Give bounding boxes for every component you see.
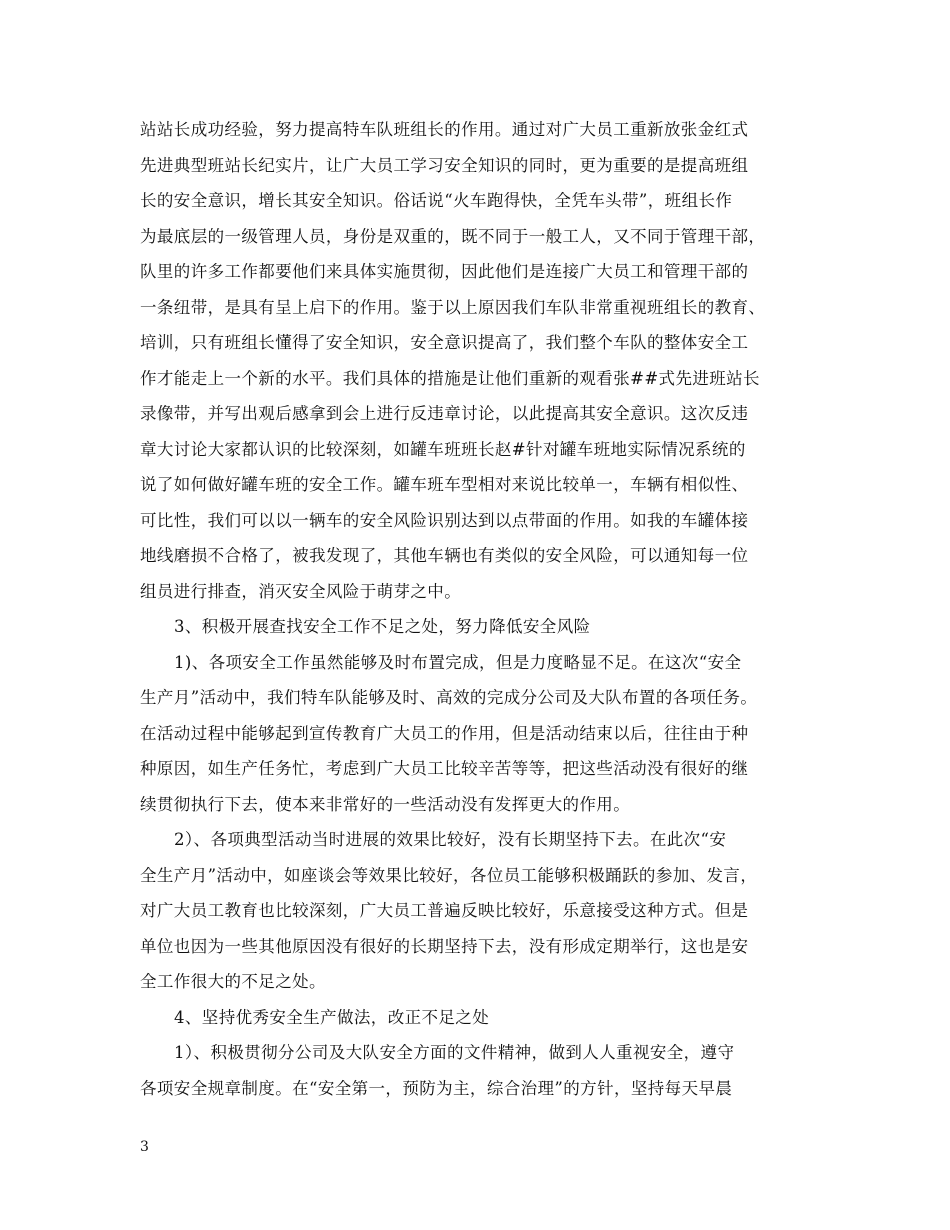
text-line: 种原因，如生产任务忙，考虑到广大员工比较辛苦等等，把这些活动没有很好的继 [140,759,749,778]
text-line: 各项安全规章制度。在“安全第一，预防为主，综合治理”的方针，坚持每天早晨 [140,1078,733,1098]
text-line: 1)、各项安全工作虽然能够及时布置完成，但是力度略显不足。在这次“安全 [174,652,742,672]
text-line: 全生产月”活动中，如座谈会等效果比较好，各位员工能够积极踊跃的参加、发言， [140,865,758,885]
document-body [140,112,812,1106]
page-number: 3 [140,1139,149,1155]
text-line: 续贯彻执行下去，使本来非常好的一些活动没有发挥更大的作用。 [140,794,631,814]
text-line: 可比性，我们可以以一辆车的安全风险识别达到以点带面的作用。如我的车罐体接 [140,510,749,530]
text-line: 先进典型班站长纪实片，让广大员工学习安全知识的同时，更为重要的是提高班组 [140,155,749,175]
text-line: 2）、各项典型活动当时进展的效果比较好，没有长期坚持下去。在此次“安 [174,830,727,849]
text-line: 站站长成功经验，努力提高特车队班组长的作用。通过对广大员工重新放张金红式 [140,120,749,139]
text-line: 1）、积极贯彻分公司及大队安全方面的文件精神，做到人人重视安全，遵守 [174,1043,735,1062]
section-heading: 3、积极开展查找安全工作不足之处，努力降低安全风险 [174,617,591,636]
text-line: 地线磨损不合格了，被我发现了，其他车辆也有类似的安全风险，可以通知每一位 [140,546,749,565]
text-line: 作才能走上一个新的水平。我们具体的措施是让他们重新的观看张##式先进班站长 [140,368,760,388]
text-line: 长的安全意识，增长其安全知识。俗话说“火车跑得快，全凭车头带”，班组长作 [140,191,733,210]
text-line: 为最底层的一级管理人员，身份是双重的，既不同于一般工人，又不同于管理干部， [140,226,766,246]
text-line: 在活动过程中能够起到宣传教育广大员工的作用，但是活动结束以后，往往由于种 [140,723,749,743]
section-heading: 4、坚持优秀安全生产做法，改正不足之处 [174,1007,490,1027]
text-line: 说了如何做好罐车班的安全工作。罐车班车型相对来说比较单一，车辆有相似性、 [140,475,749,494]
text-line: 章大讨论大家都认识的比较深刻，如罐车班班长赵#针对罐车班地实际情况系统的 [140,439,746,459]
text-line: 组员进行排查，消灭安全风险于萌芽之中。 [140,581,462,601]
text-line: 录像带，并写出观后感拿到会上进行反违章讨论，以此提高其安全意识。这次反违 [140,404,749,423]
text-line: 单位也因为一些其他原因没有很好的长期坚持下去，没有形成定期举行，这也是安 [140,936,749,956]
text-line: 队里的许多工作都要他们来具体实施贯彻，因此他们是连接广大员工和管理干部的 [140,262,749,281]
text-line: 全工作很大的不足之处。 [140,972,326,991]
text-line: 一条纽带，是具有呈上启下的作用。鉴于以上原因我们车队非常重视班组长的教育、 [140,297,766,317]
text-line: 生产月”活动中，我们特车队能够及时、高效的完成分公司及大队布置的各项任务。 [140,688,758,707]
text-line: 培训，只有班组长懂得了安全知识，安全意识提高了，我们整个车队的整体安全工 [140,333,749,352]
text-line: 对广大员工教育也比较深刻，广大员工普遍反映比较好，乐意接受这种方式。但是 [140,901,749,920]
